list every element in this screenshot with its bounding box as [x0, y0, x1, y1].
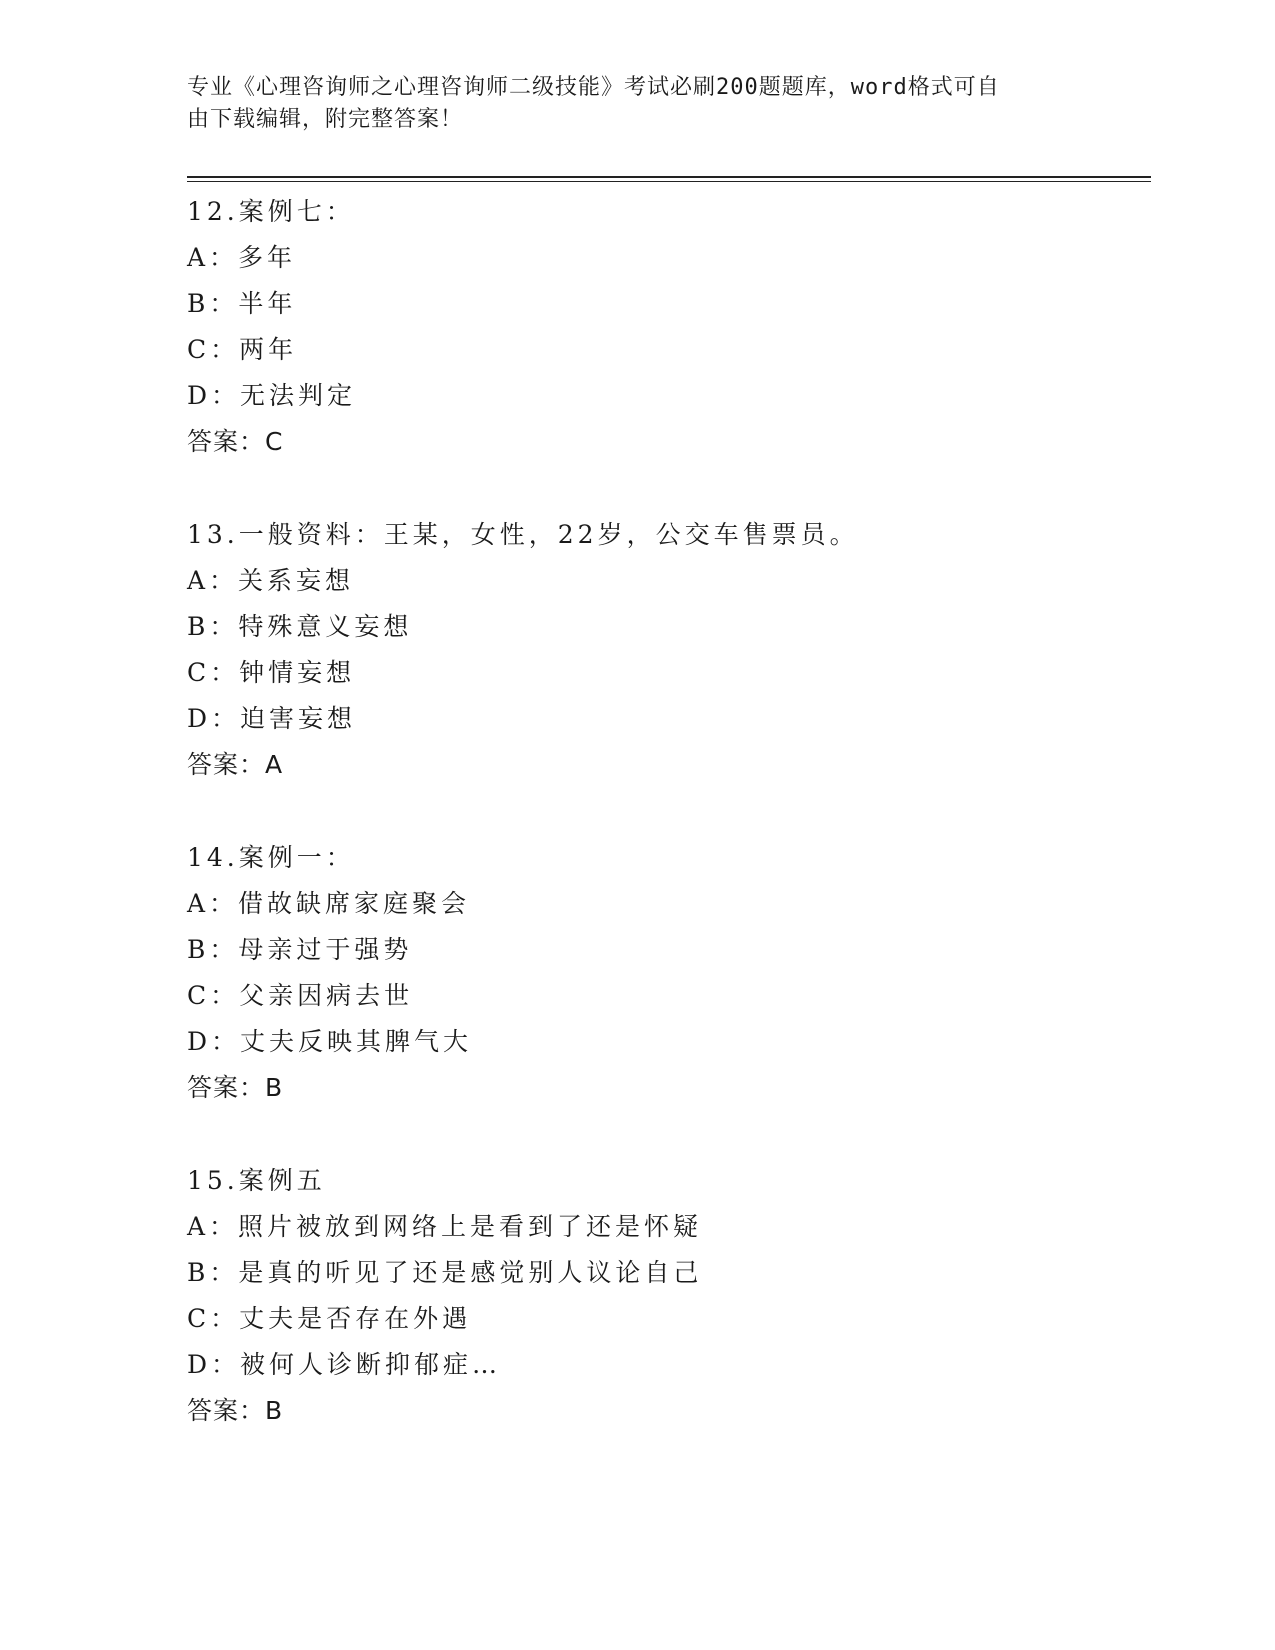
option-a: A：多年	[187, 243, 297, 272]
option-d: D：无法判定	[187, 381, 357, 410]
question-item	[187, 512, 1147, 788]
question-item	[187, 835, 1147, 1111]
option-b: B：母亲过于强势	[187, 935, 413, 964]
answer-label: 答案：A	[187, 750, 284, 779]
question-stem: 13.一般资料：王某，女性，22岁，公交车售票员。	[187, 520, 859, 549]
option-c: C：钟情妄想	[187, 658, 356, 687]
option-a: A：关系妄想	[187, 566, 355, 595]
option-a: A：照片被放到网络上是看到了还是怀疑	[187, 1212, 703, 1241]
header-line-1: 专业《心理咨询师之心理咨询师二级技能》考试必刷200题题库，word格式可自	[187, 75, 1000, 100]
question-stem: 15.案例五	[187, 1166, 326, 1195]
option-d: D：迫害妄想	[187, 704, 357, 733]
option-c: C：两年	[187, 335, 298, 364]
question-list	[187, 189, 1147, 1481]
answer-label: 答案：B	[187, 1073, 284, 1102]
option-a: A：借故缺席家庭聚会	[187, 889, 471, 918]
answer-label: 答案：B	[187, 1396, 284, 1425]
question-item	[187, 1158, 1147, 1434]
option-b: B：特殊意义妄想	[187, 612, 413, 641]
question-stem: 14.案例一：	[187, 843, 355, 872]
header-line-2: 由下载编辑，附完整答案！	[187, 107, 464, 132]
option-b: B：是真的听见了还是感觉别人议论自己	[187, 1258, 703, 1287]
option-d: D：被何人诊断抑郁症…	[187, 1350, 502, 1379]
question-item	[187, 189, 1147, 465]
option-c: C：父亲因病去世	[187, 981, 414, 1010]
option-d: D：丈夫反映其脾气大	[187, 1027, 473, 1056]
answer-label: 答案：C	[187, 427, 284, 456]
question-stem: 12.案例七：	[187, 197, 355, 226]
header-divider-thick	[187, 176, 1151, 178]
option-c: C：丈夫是否存在外遇	[187, 1304, 472, 1333]
document-header	[187, 72, 1067, 136]
header-divider-thin	[187, 181, 1151, 182]
option-b: B：半年	[187, 289, 297, 318]
